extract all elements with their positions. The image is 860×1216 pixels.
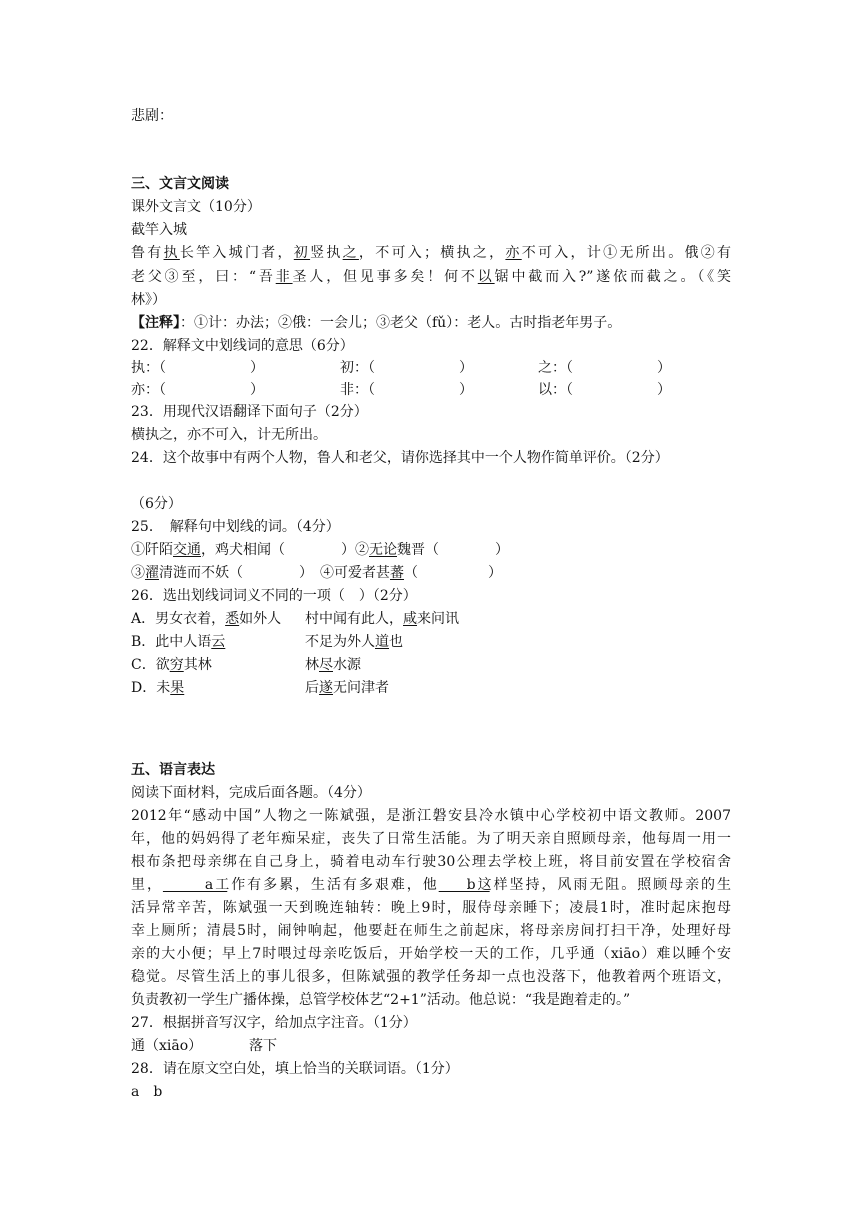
tragedy-label: 悲剧： [131,108,173,124]
passage-line-1: 鲁有执长竿入城门者，初竖执之，不可入；横执之，亦不可入，计①无所出。俄②有 [131,245,732,261]
q22-blank-fei: 非：（ ） [340,382,473,398]
underlined-word: 濯 [145,565,159,581]
q22-blank-zhi: 执：（ ） [131,360,264,376]
question-23: 23．用现代汉语翻译下面句子（2分） [131,404,368,420]
underlined-word: 之 [342,245,359,261]
question-25: 25． 解释句中划线的词。（4分） [131,519,340,535]
question-28: 28．请在原文空白处，填上恰当的关联词语。（1分） [131,1061,459,1077]
section3-subheading: 课外文言文（10分） [131,199,261,215]
underlined-word: 果 [170,680,185,696]
q22-blank-yi: 亦：（ ） [131,382,264,398]
underlined-word: 云 [211,634,226,650]
underlined-word: 咸 [403,611,417,627]
material-line-8: 稳觉。尽管生活上的事儿很多，但陈斌强的教学任务却一点也没落下，他教着两个班语文， [131,969,731,985]
underlined-word: 无论 [369,542,397,558]
annotation-label: 【注释】 [131,315,180,331]
q26-option-b-left: B．此中人语云 [131,634,226,650]
blank-a: a [162,877,228,893]
q26-option-c-right: 林尽水源 [305,657,361,673]
section5-intro: 阅读下面材料，完成后面各题。（4分） [131,785,371,801]
material-line-3: 根布条把母亲绑在自己身上，骑着电动车行驶30公理去学校上班，将目前安置在学校宿舍 [131,854,731,870]
annotation: 【注释】：①计：办法；②俄：一会儿；③老父（fǔ）：老人。古时指老年男子。 [131,315,622,331]
q23-sentence: 横执之，亦不可入，计无所出。 [131,427,327,443]
underlined-word: 尽 [319,657,333,673]
material-line-7: 亲的大小便；早上7时喂过母亲吃饭后，开始学校一天的工作，几乎通（xiāo）难以睡个安 [131,946,731,962]
q25-row-2: ③濯清涟而不妖（ ） ④可爱者甚蕃（ ） [131,565,502,581]
question-22: 22．解释文中划线词的意思（6分） [131,338,354,354]
underlined-word: 亦 [505,245,522,261]
material-line-1: 2012年“感动中国”人物之一陈斌强，是浙江磐安县冷水镇中心学校初中语文教师。2007 [131,808,731,824]
q26-option-a-right: 村中闻有此人，咸来问讯 [305,611,459,627]
underlined-word: 交通 [173,542,201,558]
underlined-word: 非 [275,269,293,285]
material-line-9: 负责教初一学生广播体操，总管学校体艺“2+1”活动。他总说：“我是跑着走的。” [131,992,631,1008]
q26-option-d-right: 后遂无问津者 [305,680,389,696]
q26-option-a-left: A．男女衣着，悉如外人 [131,611,282,627]
blank-b: b [438,877,490,893]
q26-option-d-left: D．未果 [131,680,185,696]
q26-option-b-right: 不足为外人道也 [305,634,403,650]
q22-blank-chu: 初：（ ） [340,360,473,376]
material-line-2: 年，他的妈妈得了老年痴呆症，丧失了日常生活能。为了明天亲自照顾母亲，他每周一用一 [131,831,731,847]
section4-points: （6分） [131,496,182,512]
question-24: 24．这个故事中有两个人物，鲁人和老父，请你选择其中一个人物作简单评价。（2分） [131,450,669,466]
underlined-word: 执 [163,245,180,261]
material-line-4: 里， a 工作有多累，生活有多艰难，他 b 这样坚持，风雨无阻。照顾母亲的生 [131,877,732,893]
underlined-word: 初 [293,245,311,261]
underlined-word: 穷 [169,657,184,673]
section5-heading: 五、语言表达 [131,762,215,778]
passage-line-2: 老父③至，曰：“吾非圣人，但见事多矣！何不以锯中截而入?”遂依而截之。（《笑 [131,269,731,285]
material-line-5: 活异常辛苦，陈斌强一天到晚连轴转：晚上9时，服侍母亲睡下；凌晨1时，准时起床抱母 [131,900,731,916]
underlined-word: 蕃 [390,565,404,581]
q22-blank-yi2: 以：（ ） [538,382,671,398]
q22-blank-zhi2: 之：（ ） [538,360,671,376]
underlined-word: 遂 [319,680,333,696]
q27-answer-2: 落下 [249,1038,277,1054]
passage-title: 截竿入城 [131,222,187,238]
underlined-word: 以 [477,269,495,285]
q25-row-1: ①阡陌交通，鸡犬相闻（ ）②无论魏晋（ ） [131,542,509,558]
underlined-word: 悉 [225,611,240,627]
q26-option-c-left: C．欲穷其林 [131,657,212,673]
section3-heading: 三、文言文阅读 [131,176,229,192]
q28-answer: a b [131,1084,163,1100]
question-26: 26．选出划线词词义不同的一项（ ）（2分） [131,588,417,604]
question-27: 27．根据拼音写汉字，给加点字注音。（1分） [131,1015,417,1031]
material-line-6: 幸上厕所；清晨5时，闹钟响起，他要赶在师生之前起床，将母亲房间打扫干净，处理好母 [131,923,731,939]
q27-answer-1: 通（xiāo） [131,1038,203,1054]
underlined-word: 道 [375,634,389,650]
passage-line-3: 林》） [131,292,166,308]
